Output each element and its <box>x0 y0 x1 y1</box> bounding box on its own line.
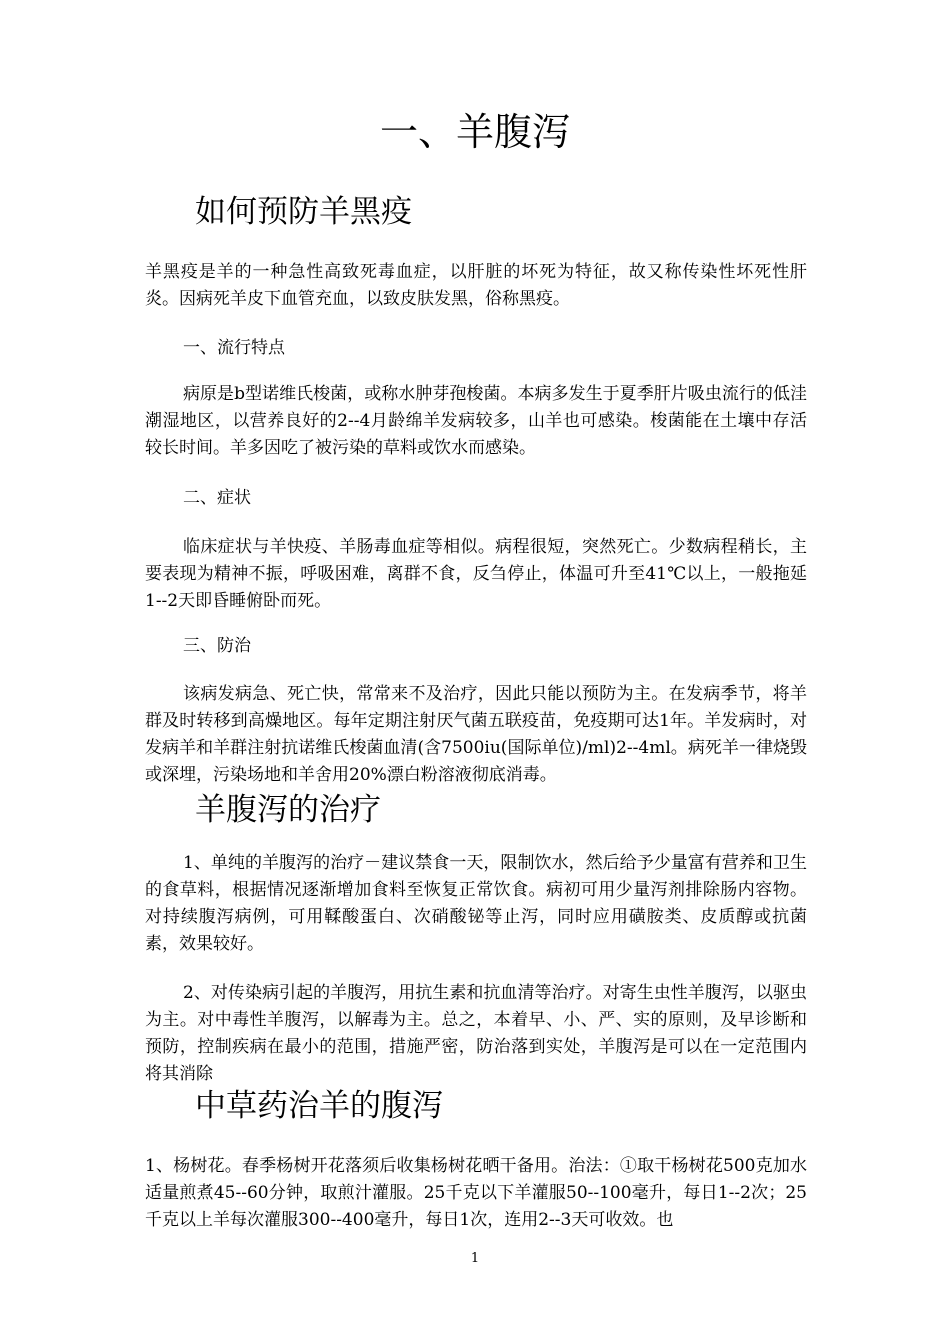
page-title: 一、羊腹泻 <box>379 110 570 154</box>
paragraph-intro: 羊黑疫是羊的一种急性高致死毒血症，以肝脏的坏死为特征，故又称传染性坏死性肝炎。因病死羊皮下血管充血，以致皮肤发黑，俗称黑疫。 <box>145 262 807 309</box>
paragraph-symptoms: 临床症状与羊快疫、羊肠毒血症等相似。病程很短，突然死亡。少数病程稍长，主要表现为精神不振，呼吸困难，离群不食，反刍停止，体温可升至41℃以上，一般拖延1--2天即昏睡俯卧而死。 <box>145 537 807 611</box>
subheading-epidemiology: 一、流行特点 <box>183 338 285 358</box>
section-heading-prevent-black-disease: 如何预防羊黑疫 <box>195 194 412 230</box>
section-heading-diarrhea-treatment: 羊腹泻的治疗 <box>195 792 381 828</box>
paragraph-treatment-1: 1、单纯的羊腹泻的治疗－建议禁食一天，限制饮水，然后给予少量富有营养和卫生的食草料，根据情况逐渐增加食料至恢复正常饮食。病初可用少量泻剂排除肠内容物。对持续腹泻病例，可用鞣酸蛋白、次硝酸铋等止泻，同时应用磺胺类、皮质醇或抗菌素，效果较好。 <box>145 853 807 954</box>
paragraph-treatment-2: 2、对传染病引起的羊腹泻，用抗生素和抗血清等治疗。对寄生虫性羊腹泻，以驱虫为主。对中毒性羊腹泻，以解毒为主。总之，本着早、小、严、实的原则，及早诊断和预防，控制疾病在最小的范围，措施严密，防治落到实处，羊腹泻是可以在一定范围内将其消除 <box>145 983 807 1084</box>
page-number: 1 <box>470 1251 480 1266</box>
subheading-prevention: 三、防治 <box>183 636 251 656</box>
subheading-symptoms: 二、症状 <box>183 488 251 508</box>
paragraph-prevention: 该病发病急、死亡快，常常来不及治疗，因此只能以预防为主。在发病季节，将羊群及时转移到高燥地区。每年定期注射厌气菌五联疫苗，免疫期可达1年。羊发病时，对发病羊和羊群注射抗诺维氏梭菌血清(含7500iu(国际单位)/ml)2--4ml。病死羊一律烧毁或深埋，污染场地和羊舍用20%漂白粉溶液彻底消毒。 <box>145 684 807 785</box>
section-heading-herbal-medicine: 中草药治羊的腹泻 <box>195 1088 443 1124</box>
paragraph-herbal-1: 1、杨树花。春季杨树开花落须后收集杨树花晒干备用。治法：①取干杨树花500克加水适量煎煮45--60分钟，取煎汁灌服。25千克以下羊灌服50--100毫升，每日1--2次；25千克以上羊每次灌服300--400毫升，每日1次，连用2--3天可收效。也 <box>145 1156 807 1230</box>
paragraph-epidemiology: 病原是b型诺维氏梭菌，或称水肿芽孢梭菌。本病多发生于夏季肝片吸虫流行的低洼潮湿地区，以营养良好的2--4月龄绵羊发病较多，山羊也可感染。梭菌能在土壤中存活较长时间。羊多因吃了被污染的草料或饮水而感染。 <box>145 384 807 458</box>
